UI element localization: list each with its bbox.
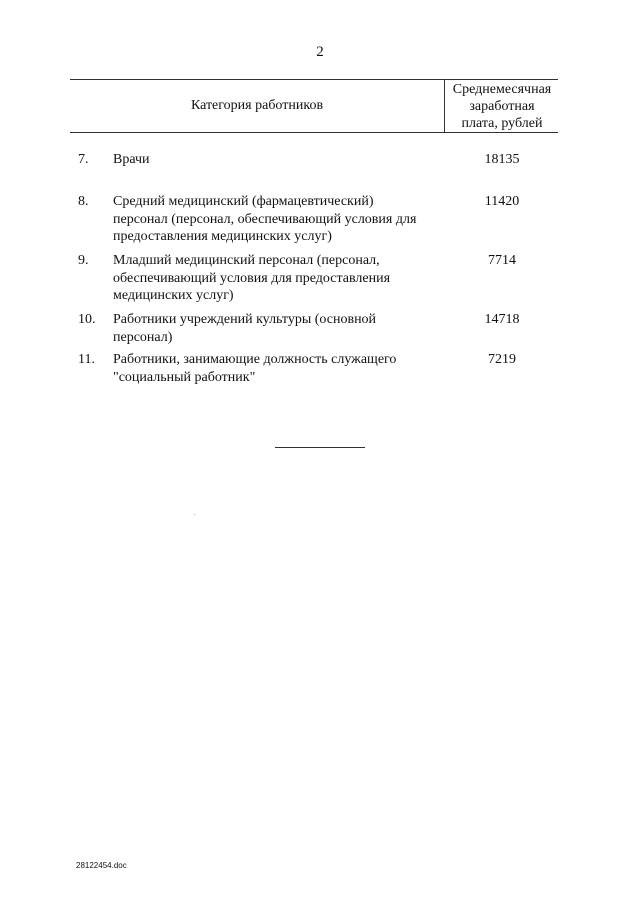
row-category-line: Работники, занимающие должность служащего [113,352,397,367]
header-salary-line: плата, рублей [461,116,543,131]
row-category-line: персонал) [113,329,173,345]
row-category-line: Средний медицинский (фармацевтический) [113,194,374,209]
row-category [113,252,453,305]
row-category-line: медицинских услуг) [113,288,234,303]
header-salary-line: заработная [469,99,535,114]
row-category-line: персонал (персонал, обеспечивающий условия для [113,211,417,227]
row-number: 11. [78,352,95,367]
row-number: 10. [78,312,96,327]
row-category-line: Младший медицинский персонал (персонал, [113,253,380,268]
row-salary: 7714 [488,253,516,268]
row-number: 8. [78,194,89,209]
footer-file-name: 28122454.doc [76,861,127,870]
row-number: 9. [78,253,89,268]
table-header-rule [70,132,558,133]
row-category-line: Работники учреждений культуры (основной [113,312,377,327]
header-category: Категория работников [190,98,324,113]
row-category-line: обеспечивающий условия для предоставления [113,270,391,286]
row-number: 7. [78,152,89,167]
row-category [113,193,453,246]
row-category [113,351,453,386]
header-salary [446,81,558,132]
page-number: 2 [316,44,324,60]
row-category-line: "социальный работник" [113,369,256,385]
row-category [113,151,453,169]
table-top-rule [70,79,558,80]
header-column-divider [444,79,445,132]
row-category [113,311,453,346]
row-category-line: Врачи [113,152,150,167]
end-of-document-rule [275,447,365,448]
row-salary: 18135 [484,152,520,167]
row-category-line: предоставления медицинских услуг) [113,229,332,244]
header-salary-line: Среднемесячная [452,82,552,97]
row-salary: 7219 [488,352,516,367]
row-salary: 11420 [484,194,520,209]
scan-speck [194,514,195,515]
row-salary: 14718 [484,312,520,327]
